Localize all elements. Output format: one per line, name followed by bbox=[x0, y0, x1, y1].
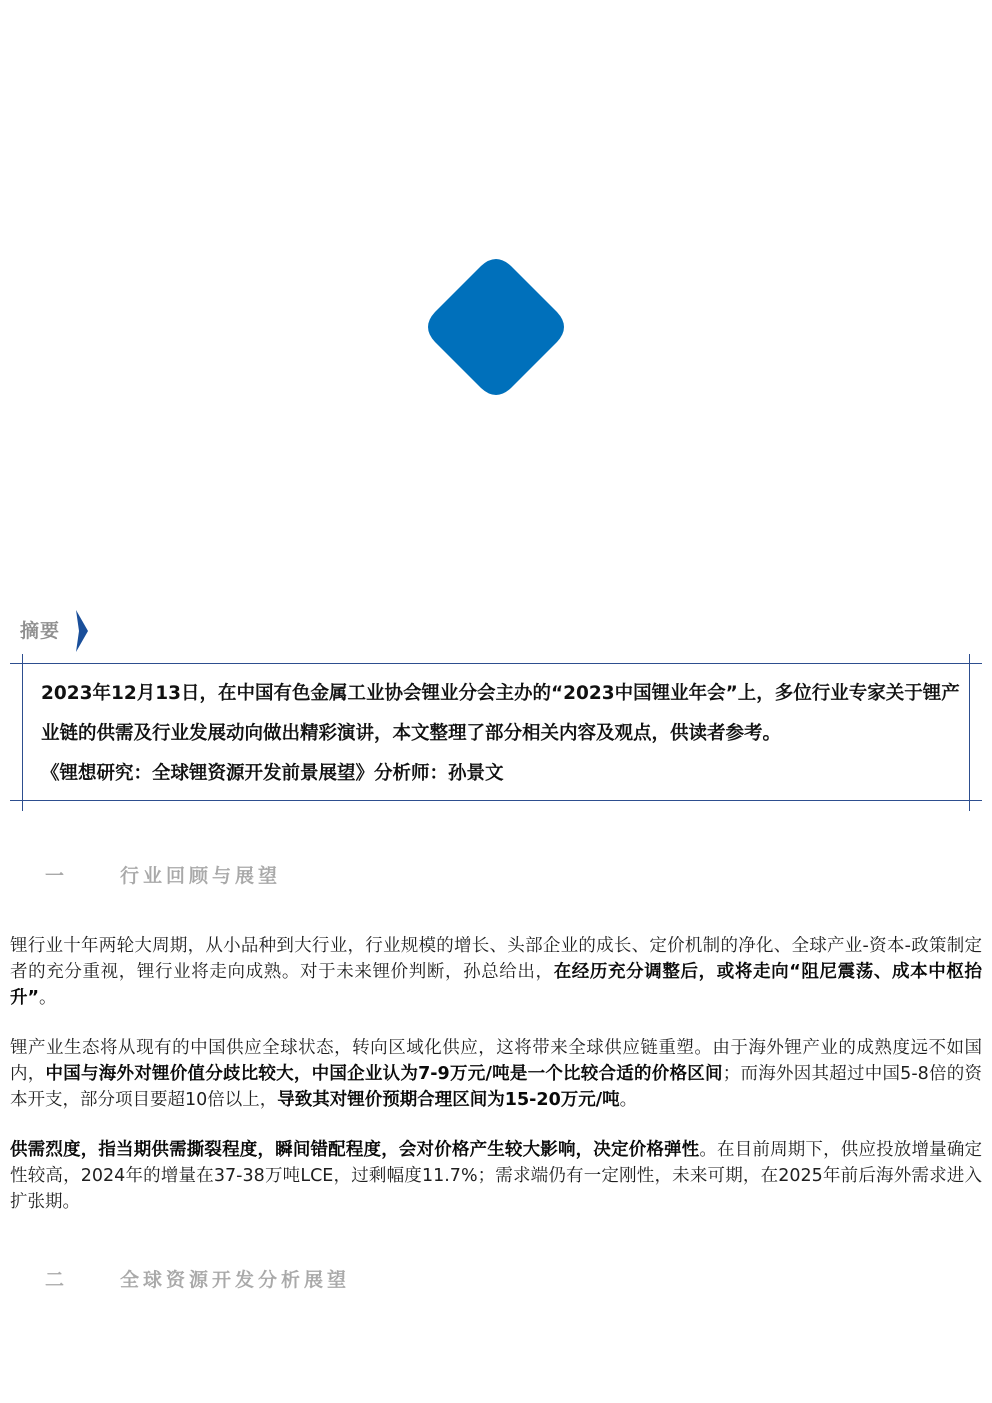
abstract-source: 《锂想研究：全球锂资源开发前景展望》分析师：孙景文 bbox=[41, 763, 504, 784]
text-run: 。 bbox=[619, 1090, 638, 1110]
section-heading-1 bbox=[45, 861, 281, 888]
text-run: 。在目前周期下，供应投放增量确定性较高，2024年的增量在37-38万吨LCE，过剩幅度11.7%；需求端仍有一定刚性，未来可期，在2025年前后海外需求进入扩张期。 bbox=[10, 1140, 982, 1212]
paragraph-2 bbox=[10, 1035, 982, 1113]
emphasis-run: 中国与海外对锂价值分歧比较大，中国企业认为7-9万元/吨是一个比较合适的价格区间 bbox=[45, 1064, 723, 1084]
abstract-summary bbox=[41, 674, 961, 794]
text-run: 锂行业十年两轮大周期，从小品种到大行业，行业规模的增长、头部企业的成长、定价机制的净化、全球产业-资本-政策制定者的充分重视，锂行业将走向成熟。对于未来锂价判断，孙总给出， bbox=[10, 936, 982, 982]
text-run: ；而海外因其超过中国5-8倍的资本开支，部分项目要超10倍以上， bbox=[10, 1064, 982, 1110]
emphasis-run: 导致其对锂价预期合理区间为15-20万元/吨 bbox=[277, 1090, 620, 1110]
section-number: 二 bbox=[45, 1269, 65, 1291]
paragraph-3 bbox=[10, 1137, 982, 1215]
text-run: 锂产业生态将从现有的中国供应全球状态，转向区域化供应，这将带来全球供应链重塑。由于海外锂产业的成熟度远不如国内， bbox=[10, 1038, 982, 1084]
section-heading-2 bbox=[45, 1265, 350, 1292]
section-title: 全球资源开发分析展望 bbox=[120, 1269, 351, 1291]
blue-diamond-logo bbox=[425, 256, 567, 398]
abstract-text: 2023年12月13日，在中国有色金属工业协会锂业分会主办的“2023中国锂业年会”上，多位行业专家关于锂产业链的供需及行业发展动向做出精彩演讲，本文整理了部分相关内容及观点，供读者参考。 bbox=[41, 683, 960, 744]
section-title: 行业回顾与展望 bbox=[120, 865, 282, 887]
emphasis-run: 在经历充分调整后，或将走向“阻尼震荡、成本中枢抬升” bbox=[10, 962, 983, 1008]
emphasis-run: 供需烈度，指当期供需撕裂程度，瞬间错配程度，会对价格产生较大影响，决定价格弹性 bbox=[10, 1140, 700, 1160]
section-number: 一 bbox=[45, 865, 65, 887]
chevron-right-icon bbox=[74, 610, 88, 652]
abstract-label: 摘要 bbox=[20, 620, 61, 642]
paragraph-1 bbox=[10, 933, 982, 1011]
text-run: 。 bbox=[39, 988, 57, 1008]
